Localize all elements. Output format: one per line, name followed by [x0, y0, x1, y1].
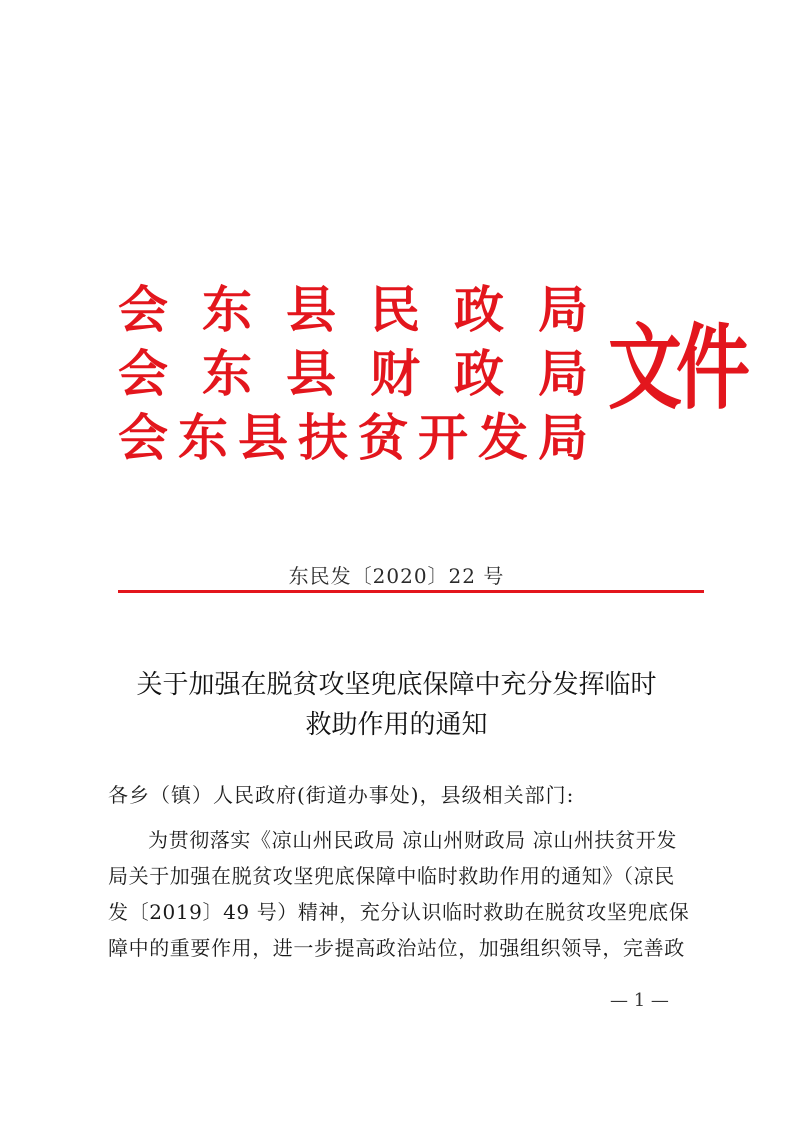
- issuer-char: 县: [286, 280, 336, 339]
- issuer-char: 局: [538, 408, 588, 467]
- page-number: — 1 —: [610, 990, 669, 1011]
- issuer-char: 民: [370, 280, 420, 339]
- issuer-char: 东: [202, 344, 252, 403]
- document-title: [100, 665, 693, 745]
- issuer-char: 开: [418, 408, 468, 467]
- issuer-fupin-line: [118, 408, 588, 468]
- body-text: [108, 822, 708, 966]
- issuer-char: 扶: [298, 408, 348, 467]
- issuer-char: 发: [478, 408, 528, 467]
- body-line: 局关于加强在脱贫攻坚兜底保障中临时救助作用的通知》（凉民: [108, 864, 675, 888]
- issuer-char: 贫: [358, 408, 408, 467]
- issuer-char: 政: [454, 280, 504, 339]
- issuer-char: 县: [238, 408, 288, 467]
- body-line: 为贯彻落实《凉山州民政局 凉山州财政局 凉山州扶贫开发: [148, 828, 677, 852]
- document-mark-wenjian: 文件: [608, 314, 744, 423]
- body-line: 发〔2019〕49 号）精神，充分认识临时救助在脱贫攻坚兜底保: [108, 900, 690, 924]
- title-line-2: 救助作用的通知: [305, 710, 488, 740]
- issuer-char: 会: [118, 408, 168, 467]
- issuer-minzheng-line: [118, 280, 588, 340]
- issuer-char: 政: [454, 344, 504, 403]
- issuer-char: 局: [538, 344, 588, 403]
- issuer-char: 财: [370, 344, 420, 403]
- issuer-char: 东: [178, 408, 228, 467]
- issuer-caizheng-line: [118, 344, 588, 404]
- issuer-char: 县: [286, 344, 336, 403]
- issuer-char: 会: [118, 280, 168, 339]
- red-divider-line: [118, 590, 704, 593]
- issuer-char: 东: [202, 280, 252, 339]
- issuer-block: [118, 278, 744, 478]
- document-number: 东民发〔2020〕22 号: [288, 564, 505, 588]
- issuer-char: 局: [538, 280, 588, 339]
- title-line-1: 关于加强在脱贫攻坚兜底保障中充分发挥临时: [136, 670, 657, 700]
- body-line: 障中的重要作用，进一步提高政治站位，加强组织领导，完善政: [108, 936, 685, 960]
- issuer-char: 会: [118, 344, 168, 403]
- addressee-line: 各乡（镇）人民政府(街道办事处)，县级相关部门:: [108, 783, 575, 807]
